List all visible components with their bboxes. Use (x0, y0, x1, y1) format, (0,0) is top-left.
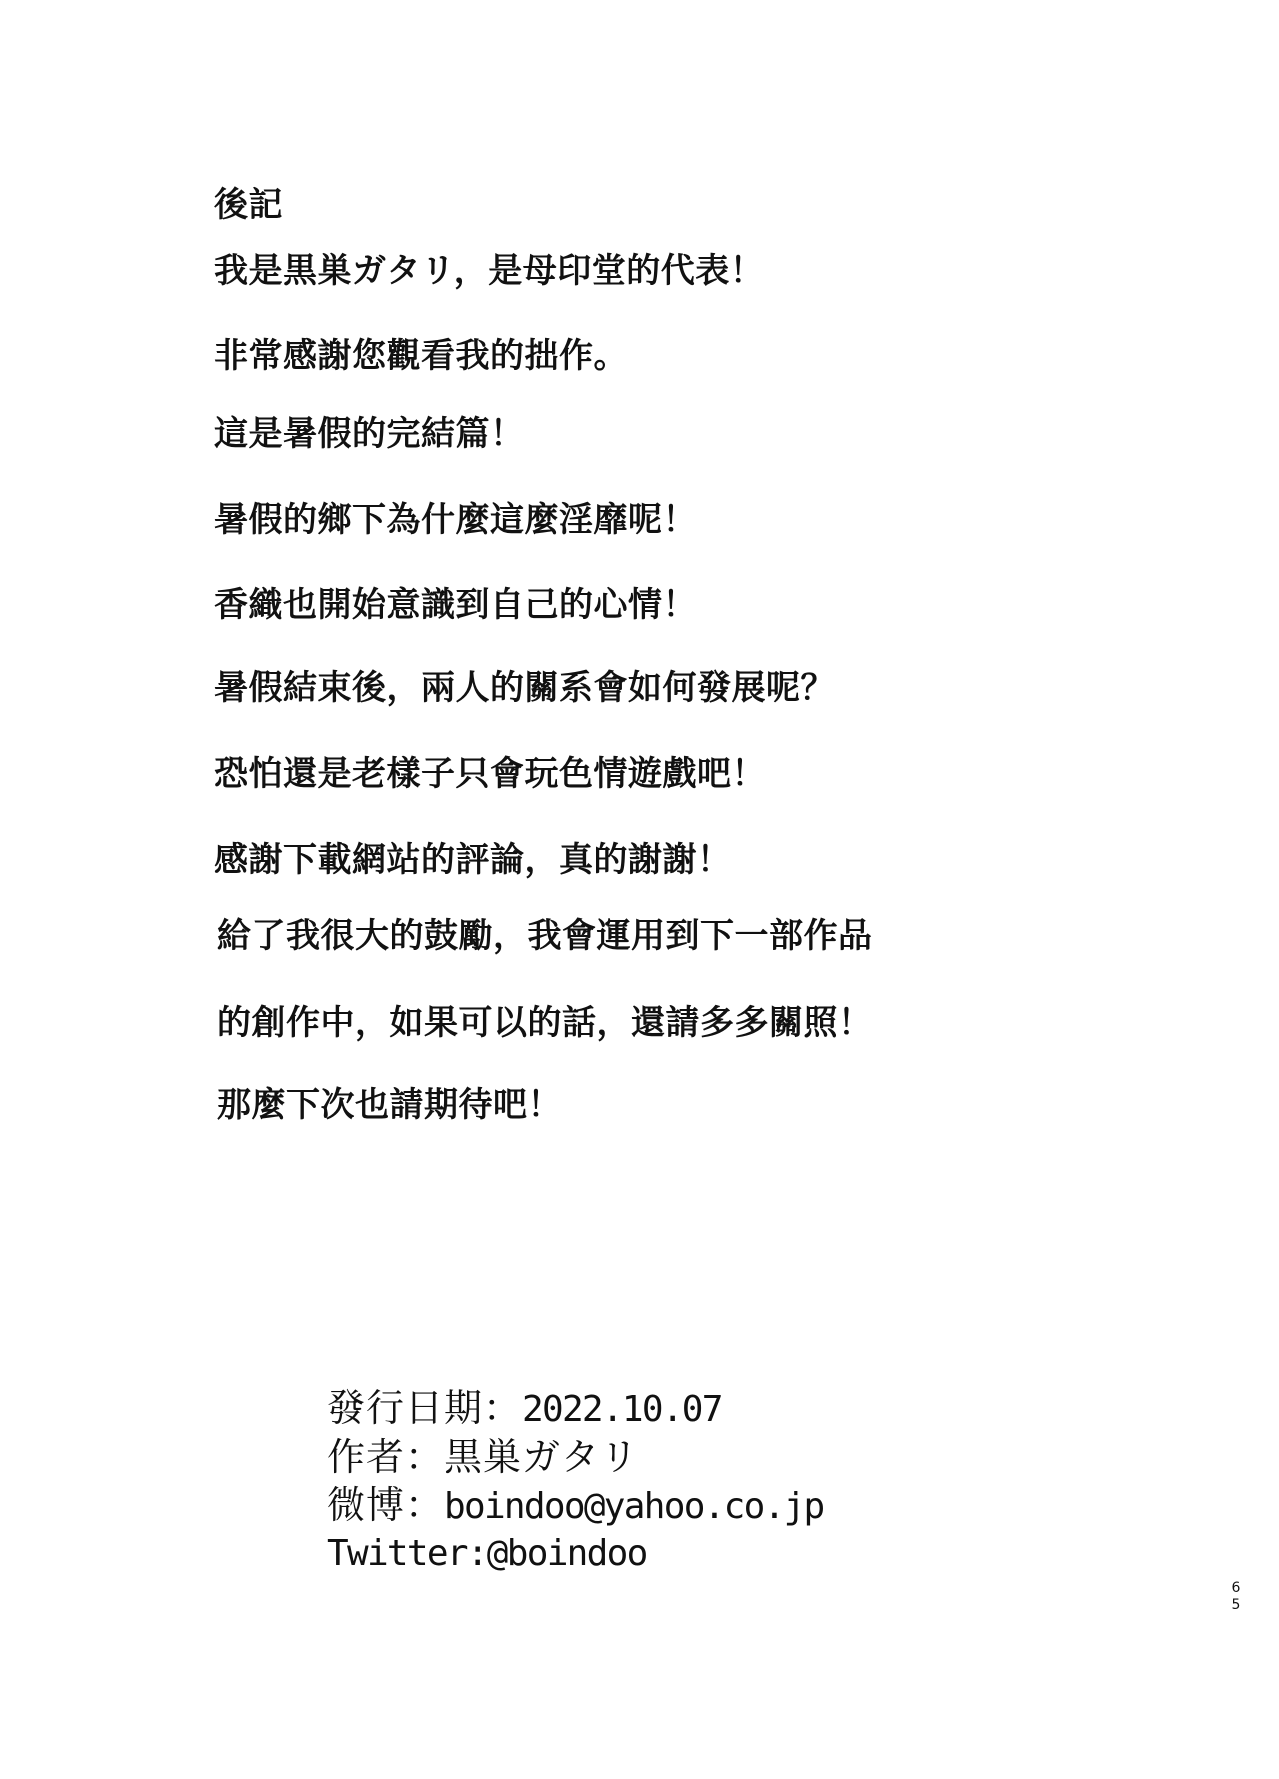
author-row (327, 1433, 1027, 1482)
colophon (327, 1384, 1027, 1578)
afterword-line: 感謝下載網站的評論，真的謝謝！ (214, 840, 732, 880)
weibo-value: boindoo@yahoo.co.jp (444, 1486, 824, 1527)
weibo-row (327, 1481, 1027, 1530)
afterword-line: 那麼下次也請期待吧！ (217, 1085, 562, 1125)
twitter-row (327, 1530, 1027, 1579)
afterword-line: 給了我很大的鼓勵，我會運用到下一部作品 (217, 916, 873, 956)
afterword-line: 香織也開始意識到自己的心情！ (214, 585, 697, 625)
afterword-line: 我是黒巣ガタリ，是母印堂的代表！ (214, 251, 765, 291)
page-number: 65 (1228, 1580, 1244, 1614)
release-date-label: 發行日期： (327, 1386, 523, 1430)
afterword-line: 恐怕還是老樣子只會玩色情遊戲吧！ (214, 754, 766, 794)
twitter-handle: Twitter:@boindoo (327, 1532, 647, 1574)
afterword-line: 暑假的鄉下為什麼這麼淫靡呢！ (214, 500, 697, 540)
afterword-line: 非常感謝您觀看我的拙作。 (214, 336, 628, 376)
afterword-line: 這是暑假的完結篇！ (214, 414, 525, 454)
release-date-row (327, 1384, 1027, 1433)
author-label: 作者： (327, 1434, 445, 1479)
weibo-label: 微博： (327, 1483, 445, 1527)
afterword-line: 暑假結束後，兩人的關系會如何發展呢？ (214, 668, 835, 708)
afterword-title: 後記 (214, 185, 283, 225)
author-value: 黒巣ガタリ (444, 1434, 640, 1479)
afterword-line: 的創作中，如果可以的話，還請多多關照！ (217, 1003, 873, 1043)
release-date-value: 2022.10.07 (522, 1389, 722, 1430)
